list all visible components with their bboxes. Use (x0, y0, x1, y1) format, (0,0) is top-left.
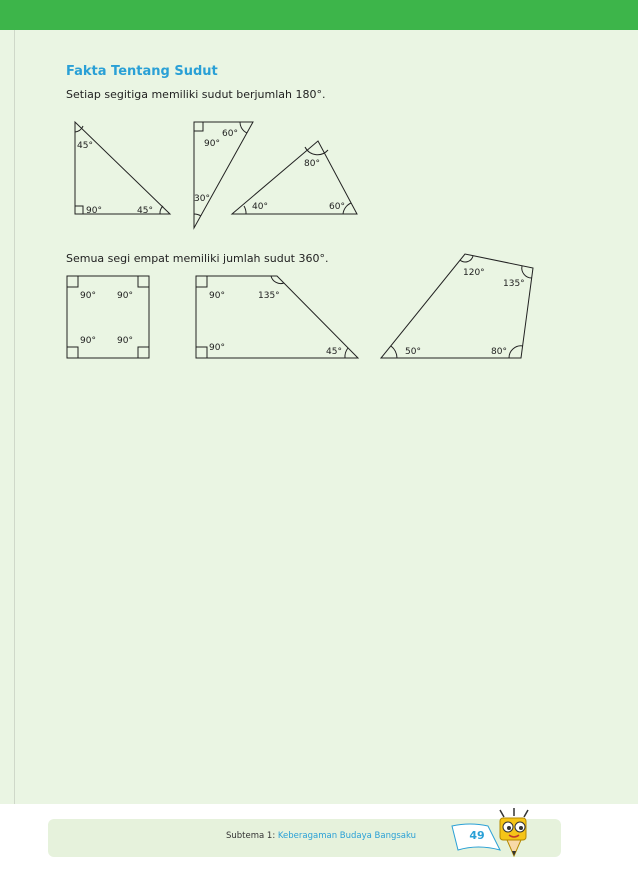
pencil-mascot-icon (500, 808, 528, 856)
triangle-fact-text: Setiap segitiga memiliki sudut berjumlah 180°. (66, 88, 326, 101)
triangle-2-angle-bottom: 30° (194, 194, 210, 204)
page-number: 49 (469, 829, 485, 842)
triangle-1-angle-top: 45° (77, 141, 93, 151)
triangle-3-angle-left: 40° (252, 202, 268, 212)
quad-2-angle-bottom-left: 90° (209, 343, 225, 353)
quad-3-angle-bottom-right: 80° (491, 347, 507, 357)
quadrilateral-fact-text: Semua segi empat memiliki jumlah sudut 360°. (66, 252, 329, 265)
triangle-3-angle-right: 60° (329, 202, 345, 212)
triangle-1-angle-bottom: 45° (137, 206, 153, 216)
quad-3-angle-top: 120° (463, 268, 485, 278)
quad-1-angle-bottom-right: 90° (117, 336, 133, 346)
quad-1-angle-top-left: 90° (80, 291, 96, 301)
footer-subtheme (226, 831, 416, 841)
triangle-3-angle-top: 80° (304, 159, 320, 169)
quad-1-angle-top-right: 90° (117, 291, 133, 301)
quad-2-angle-top-left: 90° (209, 291, 225, 301)
triangle-2-angle-right: 90° (204, 139, 220, 149)
section-heading: Fakta Tentang Sudut (66, 64, 218, 79)
quad-2-angle-top-right: 135° (258, 291, 280, 301)
quad-3-angle-left: 50° (405, 347, 421, 357)
triangle-2-angle-top-right: 60° (222, 129, 238, 139)
triangle-1-angle-right: 90° (86, 206, 102, 216)
footer-prefix: Subtema 1: (226, 831, 278, 841)
quad-2-angle-bottom-right: 45° (326, 347, 342, 357)
quad-3-angle-right: 135° (503, 279, 525, 289)
footer-subtheme-title: Keberagaman Budaya Bangsaku (277, 831, 417, 841)
quad-1-angle-bottom-left: 90° (80, 336, 96, 346)
